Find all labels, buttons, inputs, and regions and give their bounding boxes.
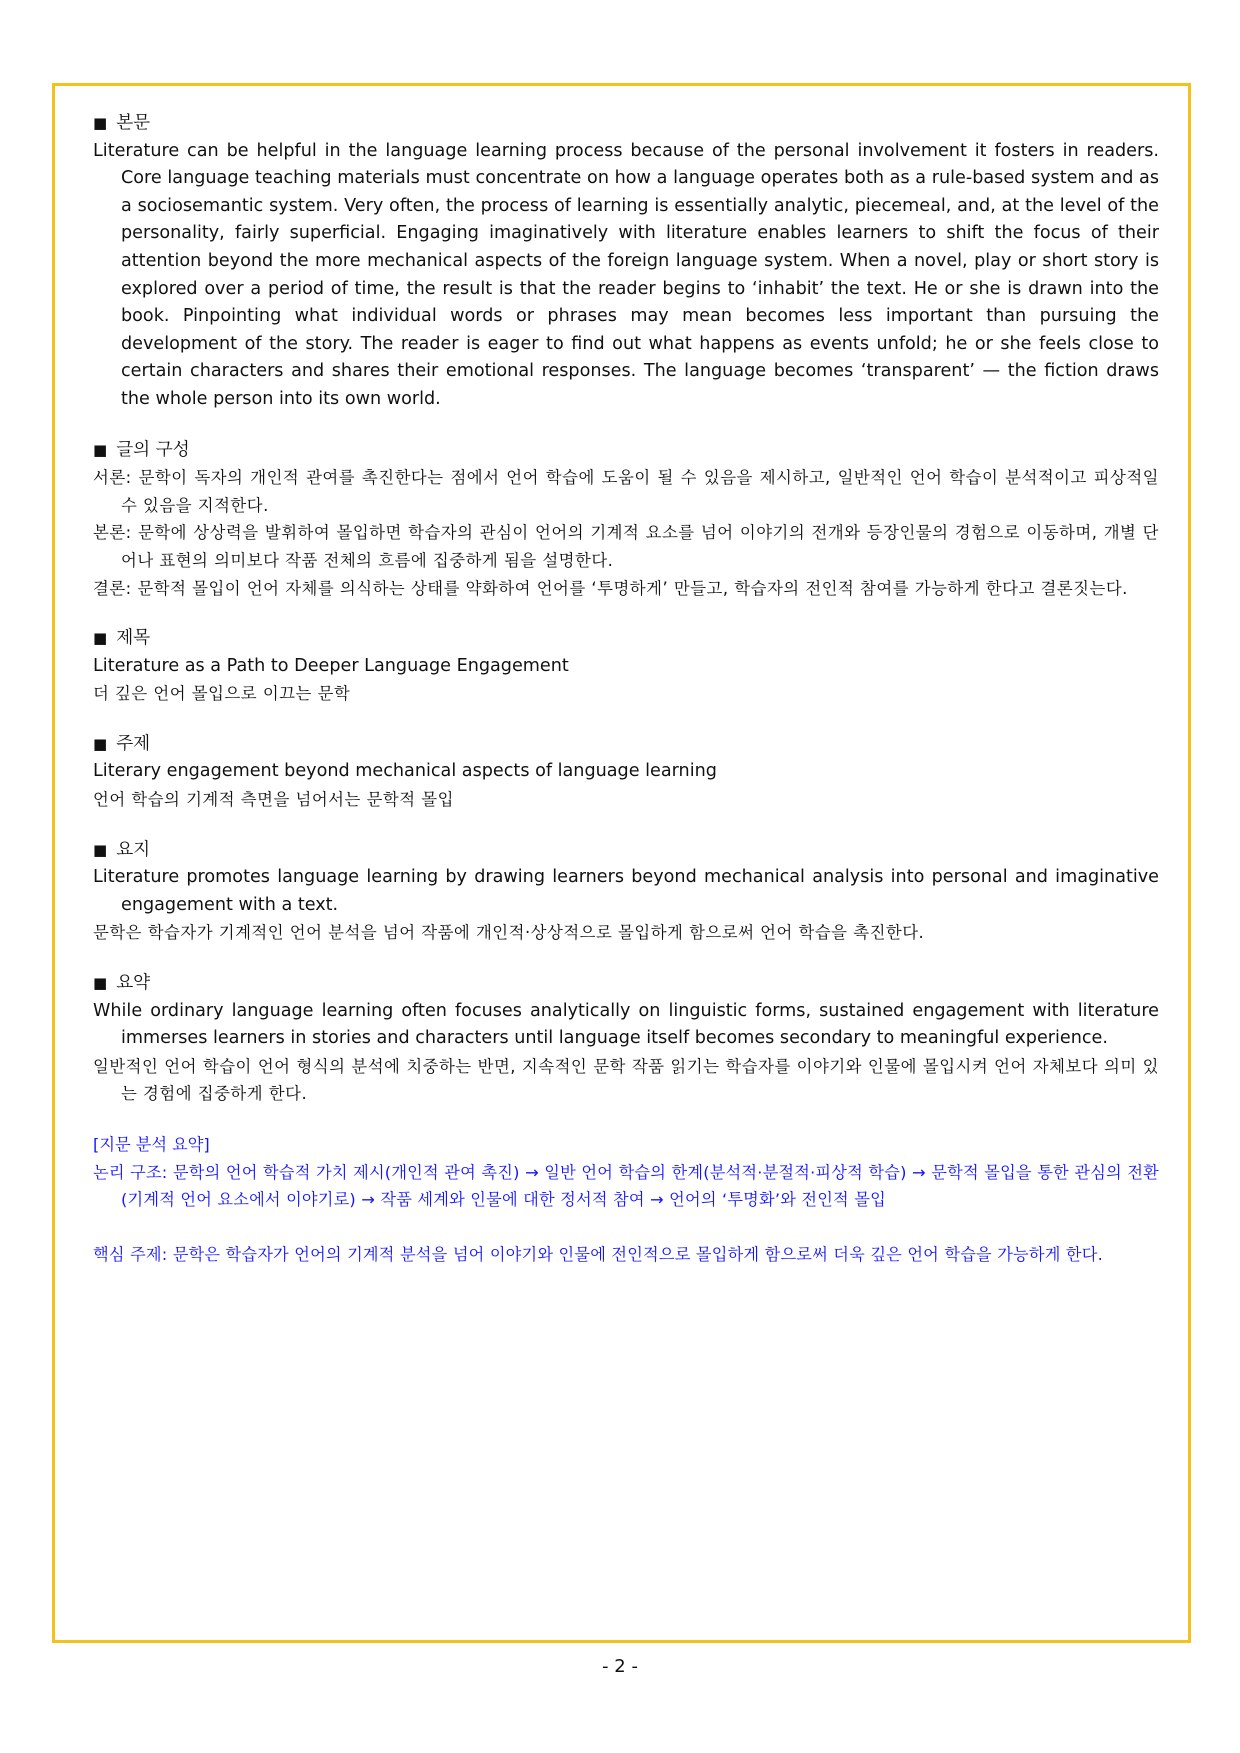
section-heading: ■ 글의 구성 — [93, 439, 190, 460]
analysis-core: 핵심 주제: 문학은 학습자가 언어의 기계적 분석을 넘어 이야기와 인물에 전인적으로 몰입하게 함으로써 더욱 깊은 언어 학습을 가능하게 한다. — [93, 1244, 1103, 1264]
section-heading: ■ 요지 — [93, 839, 151, 860]
body-paragraph: Literature can be helpful in the language learning process because of the personal involvement it fosters in readers. Core language teaching materials must concentrate on how a language operates both as a rule-based system and as a sociosemantic system. Very often, the process of learning is essentially analytic, piecemeal, and, at the level of the personality, fairly superficial. Engaging imaginatively with literature enables learners to shift the focus of their attention beyond the more mechanical aspects of the foreign language system. When a novel, play or short story is explored over a period of time, the result is that the reader begins to ‘inhabit’ the text. He or she is drawn into the book. Pinpointing what individual words or phrases may mean becomes less important than pursuing the development of the story. The reader is eager to find out what happens as events unfold; he or she feels close to certain characters and shares their emotional responses. The language becomes ‘transparent’ — the fiction draws the whole person into its own world. — [93, 140, 1159, 409]
structure-main: 본론: 문학에 상상력을 발휘하여 몰입하면 학습자의 관심이 언어의 기계적 요소를 넘어 이야기의 전개와 등장인물의 경험으로 이동하며, 개별 단어나 표현의 의미보다 작품 전체의 흐름에 집중하게 됨을 설명한다. — [93, 523, 1159, 570]
gist-kr: 문학은 학습자가 기계적인 언어 분석을 넘어 작품에 개인적·상상적으로 몰입하게 함으로써 언어 학습을 촉진한다. — [93, 923, 925, 943]
square-bullet-icon: ■ — [93, 629, 108, 648]
section-structure — [93, 437, 1159, 603]
section-heading: ■ 요약 — [93, 973, 151, 994]
theme-kr: 언어 학습의 기계적 측면을 넘어서는 문학적 몰입 — [93, 790, 454, 810]
section-heading: ■ 본문 — [93, 113, 151, 133]
square-bullet-icon: ■ — [93, 440, 108, 459]
section-theme — [93, 731, 1159, 814]
square-bullet-icon: ■ — [93, 840, 108, 859]
structure-intro: 서론: 문학이 독자의 개인적 관여를 촉진한다는 점에서 언어 학습에 도움이 될 수 있음을 제시하고, 일반적인 언어 학습이 분석적이고 피상적일 수 있음을 지적한다. — [93, 468, 1159, 515]
summary-kr: 일반적인 언어 학습이 언어 형식의 분석에 치중하는 반면, 지속적인 문학 작품 읽기는 학습자를 이야기와 인물에 몰입시켜 언어 자체보다 의미 있는 경험에 집중하게 한다. — [93, 1056, 1159, 1104]
section-title — [93, 625, 1159, 708]
square-bullet-icon: ■ — [93, 734, 108, 753]
title-en: Literature as a Path to Deeper Language Engagement — [93, 655, 569, 676]
section-analysis — [93, 1131, 1159, 1268]
section-summary — [93, 970, 1159, 1108]
section-gist — [93, 837, 1159, 947]
structure-conclusion: 결론: 문학적 몰입이 언어 자체를 의식하는 상태를 약화하여 언어를 ‘투명하게’ 만들고, 학습자의 전인적 참여를 가능하게 한다고 결론짓는다. — [93, 578, 1128, 598]
section-heading: ■ 제목 — [93, 628, 151, 649]
page-content — [93, 110, 1159, 1291]
analysis-logic: 논리 구조: 문학의 언어 학습적 가치 제시(개인적 관여 촉진) → 일반 언어 학습의 한계(분석적·분절적·피상적 학습) → 문학적 몰입을 통한 관심의 전환(기계적 언어 요소에서 이야기로) → 작품 세계와 인물에 대한 정서적 참여 → 언어의 ‘투명화’와 전인적 몰입 — [93, 1162, 1159, 1210]
section-body — [93, 110, 1159, 414]
summary-en: While ordinary language learning often focuses analytically on linguistic forms, sustained engagement with literature immerses learners in stories and characters until language itself becomes secondary to meaningful experience. — [93, 1000, 1159, 1049]
analysis-heading: [지문 분석 요약] — [93, 1135, 210, 1154]
square-bullet-icon: ■ — [93, 974, 108, 993]
title-kr: 더 깊은 언어 몰입으로 이끄는 문학 — [93, 684, 351, 704]
gist-en: Literature promotes language learning by drawing learners beyond mechanical analysis into personal and imaginative engagement with a text. — [93, 867, 1159, 915]
page-number: - 2 - — [602, 1656, 638, 1677]
theme-en: Literary engagement beyond mechanical aspects of language learning — [93, 761, 717, 782]
section-heading: ■ 주제 — [93, 733, 151, 754]
square-bullet-icon: ■ — [93, 114, 108, 132]
